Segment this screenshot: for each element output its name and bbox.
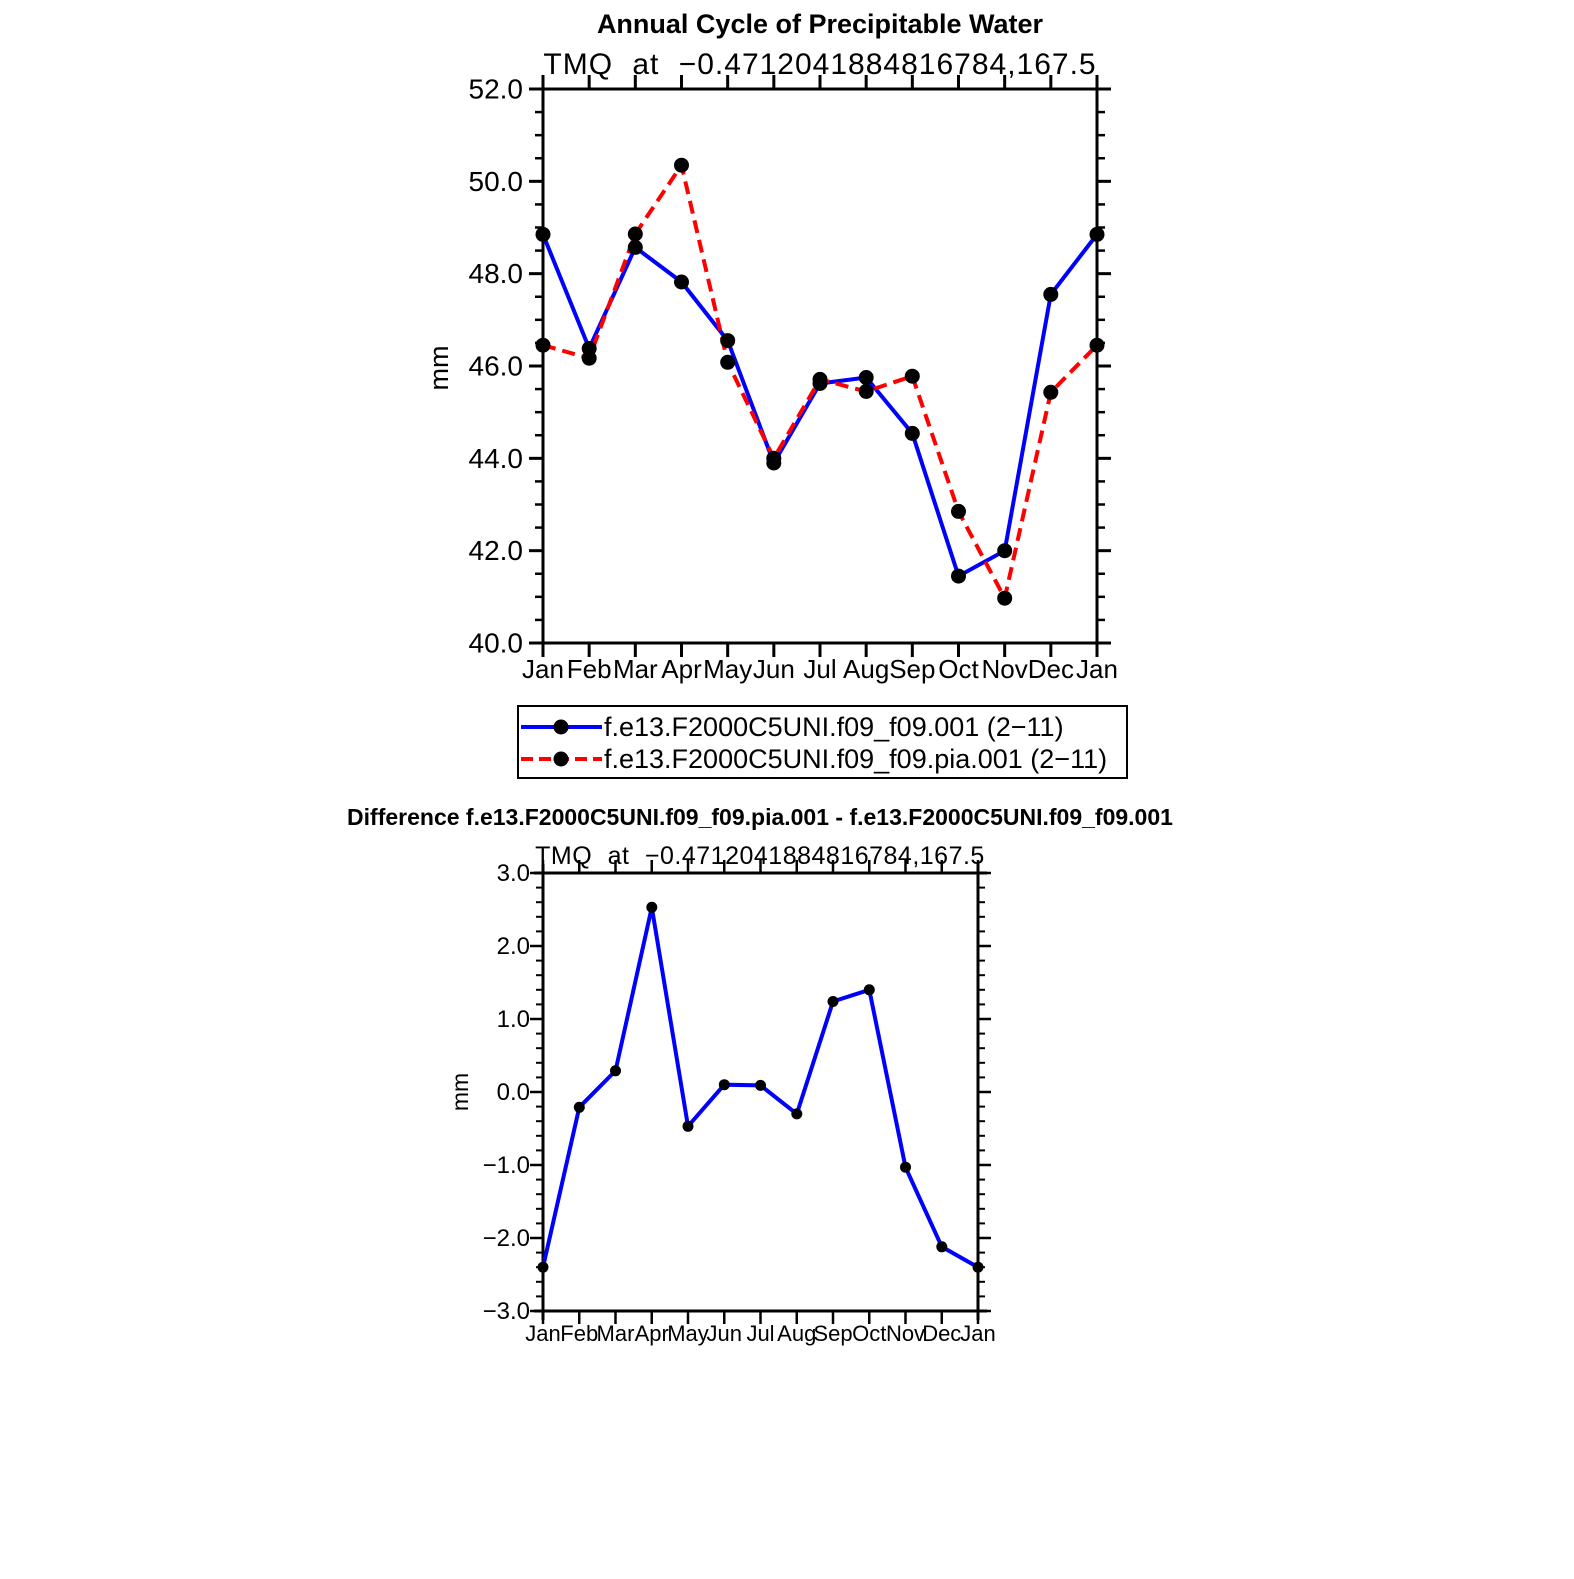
data-point [720, 355, 735, 370]
x-tick-label: Feb [566, 654, 612, 684]
x-tick-label: Mar [612, 654, 658, 684]
data-point [905, 426, 920, 441]
data-point [1090, 338, 1105, 353]
bottom-chart-title: Difference f.e13.F2000C5UNI.f09_f09.pia.001 - f.e13.F2000C5UNI.f09_f09.001 [347, 804, 1173, 830]
x-tick-label: Oct [938, 654, 979, 684]
x-tick-label: Oct [852, 1321, 887, 1346]
y-ticks [469, 74, 1112, 659]
x-tick-label: Jul [746, 1321, 775, 1346]
bottom-chart-subtitle: TMQ at −0.4712041884816784,167.5 [535, 842, 985, 870]
x-tick-label: Feb [560, 1321, 599, 1346]
data-point [905, 369, 920, 384]
data-point [720, 333, 735, 348]
data-point [973, 1262, 984, 1273]
x-tick-label: Jun [752, 654, 795, 684]
y-tick-label: 1.0 [496, 1006, 530, 1034]
x-tick-label: Apr [661, 654, 702, 684]
x-tick-label: Jan [1076, 654, 1118, 684]
data-point [536, 338, 551, 353]
x-tick-label: Aug [843, 654, 890, 684]
data-point [1043, 385, 1058, 400]
x-tick-label: Apr [634, 1321, 669, 1346]
data-point [719, 1079, 730, 1090]
y-tick-label: 3.0 [496, 860, 530, 888]
y-tick-label: 46.0 [468, 350, 523, 382]
data-point [900, 1162, 911, 1173]
x-tick-label: Mar [596, 1321, 635, 1346]
x-tick-label: Jul [803, 654, 837, 684]
bottom-chart-y-axis-label: mm [447, 1072, 473, 1112]
data-point [628, 227, 643, 242]
data-point [997, 591, 1012, 606]
data-point [859, 384, 874, 399]
x-tick-label: Sep [813, 1321, 853, 1346]
data-point [859, 370, 874, 385]
data-point [683, 1121, 694, 1132]
y-tick-label: −2.0 [482, 1225, 530, 1253]
x-tick-label: May [667, 1321, 709, 1346]
data-point [766, 451, 781, 466]
x-tick-label: Jan [960, 1321, 996, 1346]
data-point [951, 569, 966, 584]
data-point [864, 984, 875, 995]
top-chart-title: Annual Cycle of Precipitable Water [596, 9, 1044, 39]
legend-marker-icon [554, 752, 569, 767]
data-point [674, 275, 689, 290]
x-tick-label: Aug [777, 1321, 817, 1346]
x-tick-label: May [703, 654, 753, 684]
y-tick-label: 42.0 [468, 535, 523, 567]
y-ticks [483, 860, 991, 1325]
data-point [674, 158, 689, 173]
x-tick-label: Nov [885, 1321, 926, 1346]
series-line [543, 234, 1097, 576]
data-point [536, 227, 551, 242]
data-point [646, 902, 657, 913]
data-point [828, 996, 839, 1007]
y-tick-label: −3.0 [482, 1298, 530, 1326]
data-point [574, 1102, 585, 1113]
legend-entry-control-run: f.e13.F2000C5UNI.f09_f09.001 (2−11) [604, 712, 1064, 742]
x-tick-label: Sep [889, 654, 936, 684]
y-tick-label: 40.0 [468, 627, 523, 659]
annual-cycle-plot-area [469, 74, 1118, 684]
y-tick-label: 50.0 [468, 165, 523, 197]
data-point [997, 543, 1012, 558]
y-tick-label: 2.0 [496, 933, 530, 961]
data-point [538, 1262, 549, 1273]
axis-frame [533, 79, 1107, 653]
legend-entry-pia-run: f.e13.F2000C5UNI.f09_f09.pia.001 (2−11) [604, 744, 1108, 774]
y-tick-label: 52.0 [468, 73, 523, 105]
y-tick-label: 0.0 [496, 1079, 530, 1107]
top-chart-y-axis-label: mm [424, 345, 454, 391]
x-ticks [525, 860, 995, 1346]
x-tick-label: Jun [706, 1321, 742, 1346]
y-tick-label: −1.0 [482, 1152, 530, 1180]
data-point [582, 351, 597, 366]
x-tick-label: Nov [981, 654, 1028, 684]
data-point [1043, 287, 1058, 302]
data-point [791, 1108, 802, 1119]
top-chart-subtitle: TMQ at −0.4712041884816784,167.5 [543, 48, 1097, 81]
legend-marker-icon [554, 720, 569, 735]
data-point [1090, 227, 1105, 242]
data-point [813, 372, 828, 387]
axis-frame [534, 864, 987, 1320]
difference-plot-area [483, 860, 996, 1346]
x-tick-label: Dec [922, 1321, 962, 1346]
data-point [951, 504, 966, 519]
x-tick-label: Jan [522, 654, 564, 684]
data-point [628, 240, 643, 255]
data-point [936, 1241, 947, 1252]
y-tick-label: 48.0 [468, 258, 523, 290]
data-point [610, 1065, 621, 1076]
data-point [755, 1080, 766, 1091]
x-tick-label: Dec [1027, 654, 1074, 684]
legend [518, 706, 1127, 778]
x-tick-label: Jan [525, 1321, 561, 1346]
y-tick-label: 44.0 [468, 442, 523, 474]
